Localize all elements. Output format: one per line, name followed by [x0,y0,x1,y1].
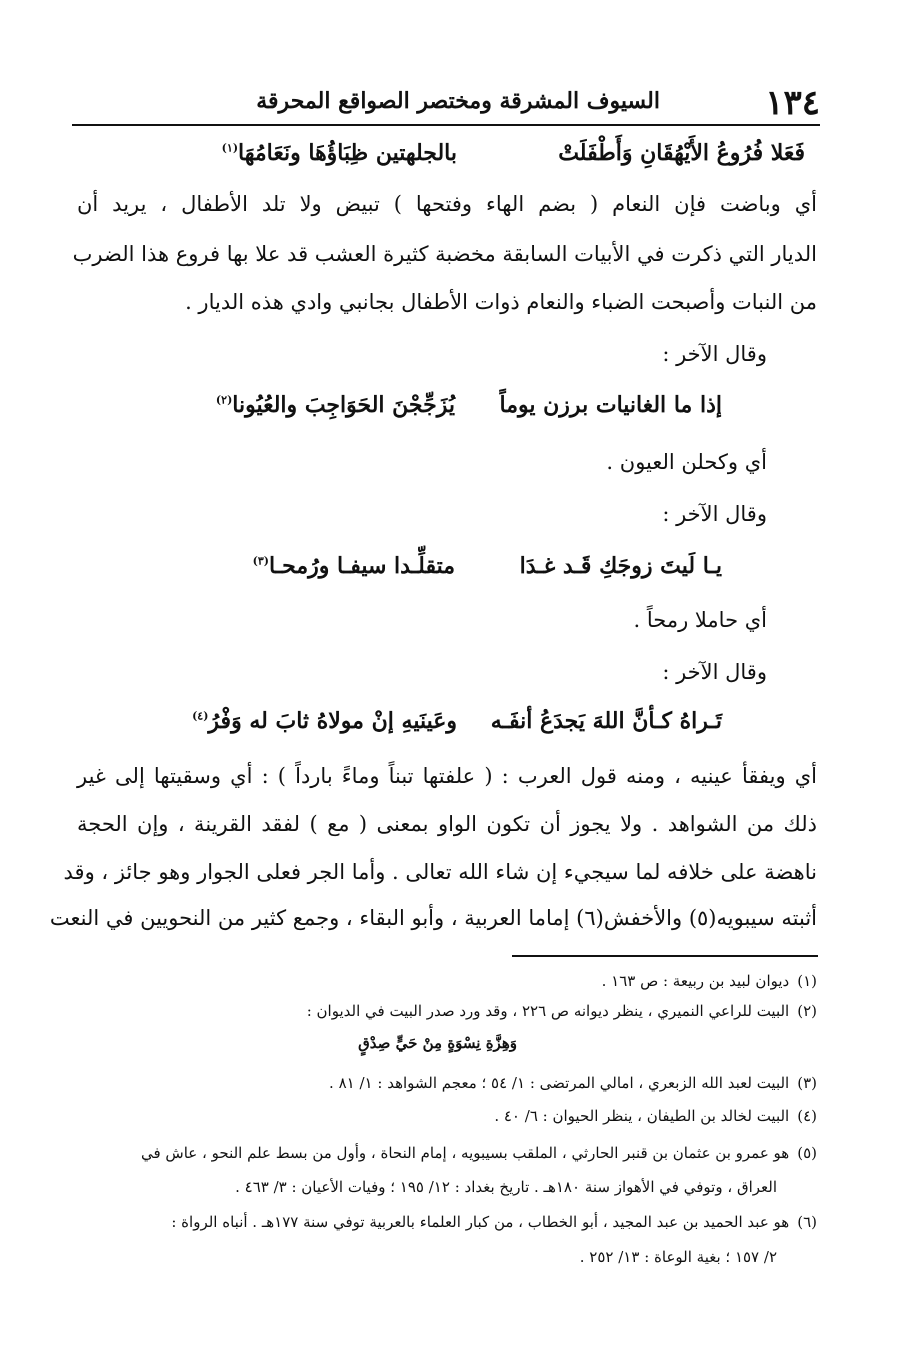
verse-4-left-hemistich: وعَينَيهِ إنْ مولاهُ ثابَ له وَفْرُ$^{(٤)}$ [192,708,457,734]
verse-3-gloss: أي حاملا رمحاً . [633,608,767,632]
footnote-number: (١) [797,972,817,990]
verse-1-left-hemistich: بالجلهتين ظِبَاؤُهَا ونَعَامُهَا$^{(١)}$ [221,140,457,166]
verse-4-intro: وقال الآخر : [662,660,767,684]
footnote-text: البيت لخالد بن الطيفان ، ينظر الحيوان : ٦/ ٤٠ . [494,1107,790,1125]
footnote-number: (٤) [797,1107,817,1125]
footnote-text: البيت لعبد الله الزبعري ، امالي المرتضى : ١/ ٥٤ ؛ معجم الشواهد : ١/ ٨١ . [329,1074,790,1092]
paragraph-2-line-4: أثبته سيبويه(٥) والأخفش(٦) إماما العربية ، وأبو البقاء ، وجمع كثير من النحويين في النعت [49,906,817,930]
page-header [72,82,820,124]
footnote-5 [141,1144,817,1162]
paragraph-1-line-1: أي وباضت فإن النعام ( بضم الهاء وفتحها ) تبيض ولا تلد الأطفال ، يريد أن [77,192,817,216]
verse-1-right-hemistich: فَعَلا فُرُوعُ الأَيْهُقَانِ وَأَطْفَلَتْ [558,140,805,166]
footnote-number: (٦) [797,1213,817,1231]
footnote-4 [494,1107,817,1125]
footnote-text: هو عمرو بن عثمان بن قنبر الحارثي ، الملقب بسيبويه ، إمام النحاة ، وأول من بسط علم النحو ، عاش في [140,1144,790,1162]
footnote-mark: (٤) [192,709,209,723]
verse-2-left-hemistich: يُزَجِّجْنَ الحَوَاجِبَ والعُيُونا$^{(٢)}$ [215,392,455,418]
verse-3-left-hemistich: متقلِّـدا سيفـا ورُمحـا$^{(٣)}$ [252,553,455,579]
verse-3-intro: وقال الآخر : [662,502,767,526]
footnote-3 [329,1074,817,1092]
footnote-2 [307,1002,817,1020]
footnote-number: (٥) [797,1144,817,1162]
footnote-text: البيت للراعي النميري ، ينظر ديوانه ص ٢٢٦ ، وقد ورد صدر البيت في الديوان : [306,1002,790,1020]
header-rule [72,124,820,126]
footnote-mark: (١) [221,141,239,155]
footnote-number: (٢) [797,1002,817,1020]
footnote-6 [171,1213,817,1231]
footnote-separator [512,955,818,957]
footnote-5-line-2: العراق ، وتوفي في الأهواز سنة ١٨٠هـ . تاريخ بغداد : ١٢/ ١٩٥ ؛ وفيات الأعيان : ٣/ ٤٦٣ . [235,1178,777,1196]
verse-2-right-hemistich: إذا ما الغانيات برزن يوماً [499,392,722,418]
paragraph-2-line-2: ذلك من الشواهد . ولا يجوز أن تكون الواو بمعنى ( مع ) لفقد القرينة ، وإن الحجة [77,812,817,836]
verse-2-intro: وقال الآخر : [662,342,767,366]
footnote-6-line-2: ٢/ ١٥٧ ؛ بغية الوعاة : ١٣/ ٢٥٢ . [579,1248,777,1266]
footnote-mark: (٣) [252,554,269,568]
footnote-mark: (٢) [215,393,233,407]
paragraph-1-line-3: من النبات وأصبحت الضباء والنعام ذوات الأطفال بجانبي وادي هذه الديار . [185,290,817,314]
paragraph-2-line-3: ناهضة على خلافه لما سيجيء إن شاء الله تعالى . وأما الجر فعلى الجوار وهو جائز ، وقد [63,860,817,884]
paragraph-1-line-2: الديار التي ذكرت في الأبيات السابقة مخضبة كثيرة العشب قد علا بها فروع هذا الضرب [72,242,817,266]
running-title: السيوف المشرقة ومختصر الصواقع المحرقة [256,88,660,114]
footnote-number: (٣) [797,1074,817,1092]
paragraph-2-line-1: أي ويفقأ عينيه ، ومنه قول العرب : ( علفتها تبناً وماءً بارداً ) : أي وسقيتها إلى غير [77,764,817,788]
footnote-text: هو عبد الحميد بن عبد المجيد ، أبو الخطاب ، من كبار العلماء بالعربية توفي سنة ١٧٧هـ . أنباه الرواة : [171,1213,790,1231]
verse-4-right-hemistich: تَـراهُ كـأنَّ اللهَ يَجدَعُ أنفَـه [490,708,722,734]
footnote-text: ديوان لبيد بن ربيعة : ص ١٦٣ . [601,972,790,990]
footnote-1 [602,972,817,990]
verse-2-gloss: أي وكحلن العيون . [606,450,767,474]
verse-3-right-hemistich: يـا لَيتَ زوجَكِ قَـد غـدَا [519,553,722,579]
footnote-2-quoted-verse: وَهِزَّةِ نِسْوَةٍ مِنْ حَيٍّ صِدْقٍ [358,1034,517,1052]
page-number: ١٣٤ [765,83,820,123]
